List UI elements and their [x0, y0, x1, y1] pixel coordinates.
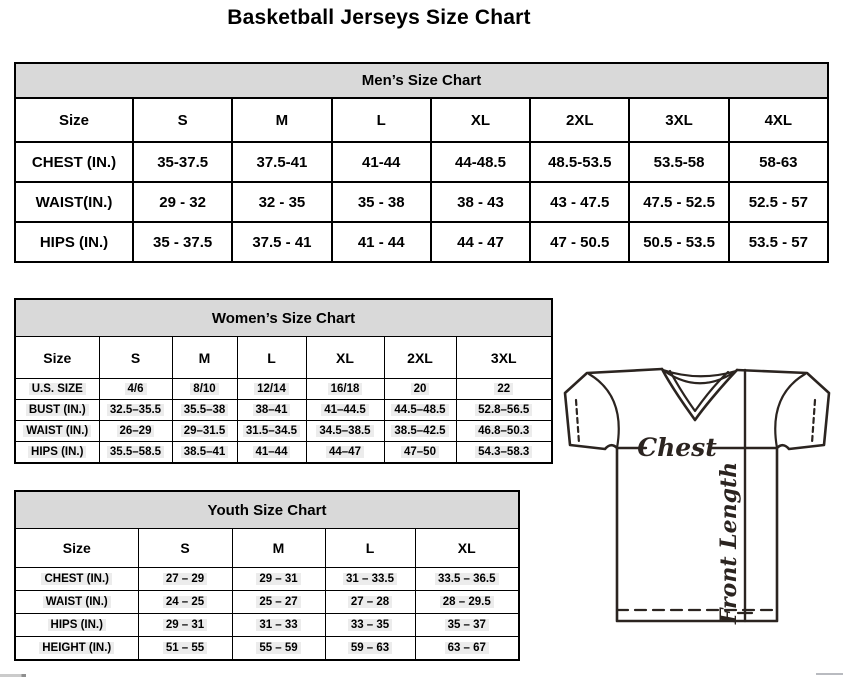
cutoff-fragment-bottom-right	[816, 673, 843, 675]
cell-text: WAIST (IN.)	[23, 425, 91, 437]
cell-text: 12/14	[254, 383, 289, 395]
column-header: L	[332, 98, 431, 142]
cell-text: 34.5–38.5	[316, 425, 373, 437]
table-row	[15, 637, 519, 661]
table-row	[15, 98, 828, 142]
column-header: S	[138, 529, 232, 568]
size-value-cell	[456, 421, 552, 442]
size-value-cell	[237, 421, 306, 442]
mens-chart-title: Men’s Size Chart	[15, 63, 828, 98]
cell-text: 54.3–58.3	[475, 446, 532, 458]
column-header: L	[237, 337, 306, 379]
size-value-cell: 53.5 - 57	[729, 222, 828, 262]
size-value-cell: 44-48.5	[431, 142, 530, 182]
size-value-cell	[325, 637, 415, 661]
table-row	[15, 182, 828, 222]
size-value-cell: 41-44	[332, 142, 431, 182]
size-value-cell	[415, 568, 519, 591]
size-value-cell	[384, 400, 456, 421]
table-row	[15, 591, 519, 614]
page-title: Basketball Jerseys Size Chart	[227, 6, 531, 29]
cell-text: 63 – 67	[445, 642, 489, 654]
table-row	[15, 63, 828, 98]
cell-text: 4/6	[125, 383, 147, 395]
size-value-cell: 44 - 47	[431, 222, 530, 262]
cell-text: 8/10	[190, 383, 218, 395]
cell-text: HIPS (IN.)	[28, 446, 86, 458]
youth-chart-title: Youth Size Chart	[15, 491, 519, 529]
size-value-cell	[232, 614, 325, 637]
cell-text: 22	[494, 383, 513, 395]
size-value-cell	[306, 442, 384, 464]
size-value-cell: 52.5 - 57	[729, 182, 828, 222]
table-row	[15, 379, 552, 400]
cell-text: 27 – 28	[348, 596, 392, 608]
size-value-cell	[138, 637, 232, 661]
row-label-cell	[15, 614, 138, 637]
size-value-cell	[384, 421, 456, 442]
cell-text: 38.5–41	[181, 446, 229, 458]
womens-size-table	[14, 298, 553, 464]
cell-text: 35 – 37	[445, 619, 489, 631]
size-value-cell: 41 - 44	[332, 222, 431, 262]
column-header: Size	[15, 98, 133, 142]
size-value-cell	[456, 379, 552, 400]
size-value-cell: 35 - 37.5	[133, 222, 232, 262]
cell-text: 52.8–56.5	[475, 404, 532, 416]
size-value-cell: 48.5-53.5	[530, 142, 629, 182]
column-header: Size	[15, 529, 138, 568]
size-value-cell	[172, 379, 237, 400]
cell-text: HEIGHT (IN.)	[39, 642, 114, 654]
cell-text: 31.5–34.5	[243, 425, 300, 437]
size-value-cell	[325, 591, 415, 614]
size-value-cell	[172, 400, 237, 421]
size-value-cell: 38 - 43	[431, 182, 530, 222]
cell-text: 31 – 33	[256, 619, 300, 631]
cell-text: 29–31.5	[181, 425, 229, 437]
size-value-cell	[456, 400, 552, 421]
row-label-cell	[15, 442, 99, 464]
table-row	[15, 222, 828, 262]
column-header: 4XL	[729, 98, 828, 142]
cell-text: 41–44.5	[321, 404, 369, 416]
cell-text: 20	[411, 383, 430, 395]
size-value-cell	[306, 400, 384, 421]
size-value-cell: 37.5-41	[232, 142, 331, 182]
size-value-cell	[138, 614, 232, 637]
table-row	[15, 299, 552, 337]
size-value-cell	[325, 614, 415, 637]
size-value-cell	[237, 400, 306, 421]
table-row	[15, 568, 519, 591]
jersey-measurement-diagram	[558, 362, 833, 627]
table-row	[15, 400, 552, 421]
size-value-cell	[384, 379, 456, 400]
column-header: M	[172, 337, 237, 379]
size-value-cell	[415, 591, 519, 614]
size-value-cell	[232, 591, 325, 614]
cell-text: 28 – 29.5	[440, 596, 494, 608]
size-value-cell	[138, 591, 232, 614]
size-value-cell	[99, 379, 172, 400]
size-value-cell: 29 - 32	[133, 182, 232, 222]
column-header: L	[325, 529, 415, 568]
cell-text: 29 – 31	[256, 573, 300, 585]
table-row	[15, 421, 552, 442]
cell-text: 16/18	[328, 383, 363, 395]
table-row	[15, 491, 519, 529]
cell-text: WAIST (IN.)	[43, 596, 111, 608]
column-header: Size	[15, 337, 99, 379]
cell-text: 33.5 – 36.5	[435, 573, 499, 585]
row-label-cell	[15, 591, 138, 614]
size-value-cell: 53.5-58	[629, 142, 728, 182]
size-value-cell: 35 - 38	[332, 182, 431, 222]
size-value-cell	[99, 400, 172, 421]
size-value-cell: 50.5 - 53.5	[629, 222, 728, 262]
size-value-cell: 37.5 - 41	[232, 222, 331, 262]
size-value-cell	[99, 421, 172, 442]
row-label-cell	[15, 421, 99, 442]
cell-text: 26–29	[117, 425, 155, 437]
cell-text: 38.5–42.5	[391, 425, 448, 437]
size-value-cell	[99, 442, 172, 464]
column-header: XL	[415, 529, 519, 568]
size-value-cell	[306, 421, 384, 442]
column-header: S	[133, 98, 232, 142]
cell-text: 35.5–58.5	[107, 446, 164, 458]
size-value-cell	[325, 568, 415, 591]
cell-text: 44.5–48.5	[391, 404, 448, 416]
cell-text: 24 – 25	[163, 596, 207, 608]
cell-text: 33 – 35	[348, 619, 392, 631]
womens-chart-title: Women’s Size Chart	[15, 299, 552, 337]
cell-text: 38–41	[253, 404, 291, 416]
row-label-cell	[15, 379, 99, 400]
size-value-cell	[138, 568, 232, 591]
size-value-cell: 32 - 35	[232, 182, 331, 222]
cell-text: 59 – 63	[348, 642, 392, 654]
table-row	[15, 614, 519, 637]
cell-text: 47–50	[401, 446, 439, 458]
size-value-cell	[415, 637, 519, 661]
cell-text: 27 – 29	[163, 573, 207, 585]
cell-text: 41–44	[253, 446, 291, 458]
size-value-cell	[232, 637, 325, 661]
front-length-label: Front Length	[716, 461, 742, 625]
cell-text: 32.5–35.5	[107, 404, 164, 416]
size-value-cell	[237, 379, 306, 400]
row-label-cell	[15, 400, 99, 421]
size-value-cell: 47.5 - 52.5	[629, 182, 728, 222]
cell-text: 31 – 33.5	[343, 573, 397, 585]
row-label-cell: WAIST(IN.)	[15, 182, 133, 222]
size-value-cell	[232, 568, 325, 591]
cell-text: 35.5–38	[181, 404, 229, 416]
cell-text: 55 – 59	[256, 642, 300, 654]
row-label-cell	[15, 568, 138, 591]
column-header: 3XL	[629, 98, 728, 142]
youth-size-table	[14, 490, 520, 661]
size-value-cell	[172, 421, 237, 442]
size-value-cell	[384, 442, 456, 464]
table-row	[15, 142, 828, 182]
size-value-cell	[172, 442, 237, 464]
column-header: M	[232, 98, 331, 142]
cell-text: 29 – 31	[163, 619, 207, 631]
column-header: XL	[431, 98, 530, 142]
cell-text: HIPS (IN.)	[48, 619, 106, 631]
table-row	[15, 337, 552, 379]
row-label-cell: HIPS (IN.)	[15, 222, 133, 262]
cell-text: 51 – 55	[163, 642, 207, 654]
cell-text: 44–47	[326, 446, 364, 458]
size-value-cell: 43 - 47.5	[530, 182, 629, 222]
cell-text: BUST (IN.)	[26, 404, 89, 416]
table-row	[15, 529, 519, 568]
column-header: M	[232, 529, 325, 568]
row-label-cell: CHEST (IN.)	[15, 142, 133, 182]
cutoff-fragment-bottom-left	[0, 674, 26, 677]
column-header: 3XL	[456, 337, 552, 379]
size-value-cell	[306, 379, 384, 400]
size-value-cell	[415, 614, 519, 637]
size-value-cell	[237, 442, 306, 464]
row-label-cell	[15, 637, 138, 661]
column-header: XL	[306, 337, 384, 379]
size-value-cell: 47 - 50.5	[530, 222, 629, 262]
size-value-cell	[456, 442, 552, 464]
chest-label: Chest	[637, 433, 717, 462]
column-header: 2XL	[384, 337, 456, 379]
table-row	[15, 442, 552, 464]
cell-text: U.S. SIZE	[29, 383, 86, 395]
column-header: S	[99, 337, 172, 379]
cell-text: CHEST (IN.)	[41, 573, 112, 585]
column-header: 2XL	[530, 98, 629, 142]
mens-size-table	[14, 62, 829, 263]
cell-text: 46.8–50.3	[475, 425, 532, 437]
cell-text: 25 – 27	[256, 596, 300, 608]
size-value-cell: 58-63	[729, 142, 828, 182]
jersey-outline-icon	[558, 362, 833, 627]
size-value-cell: 35-37.5	[133, 142, 232, 182]
